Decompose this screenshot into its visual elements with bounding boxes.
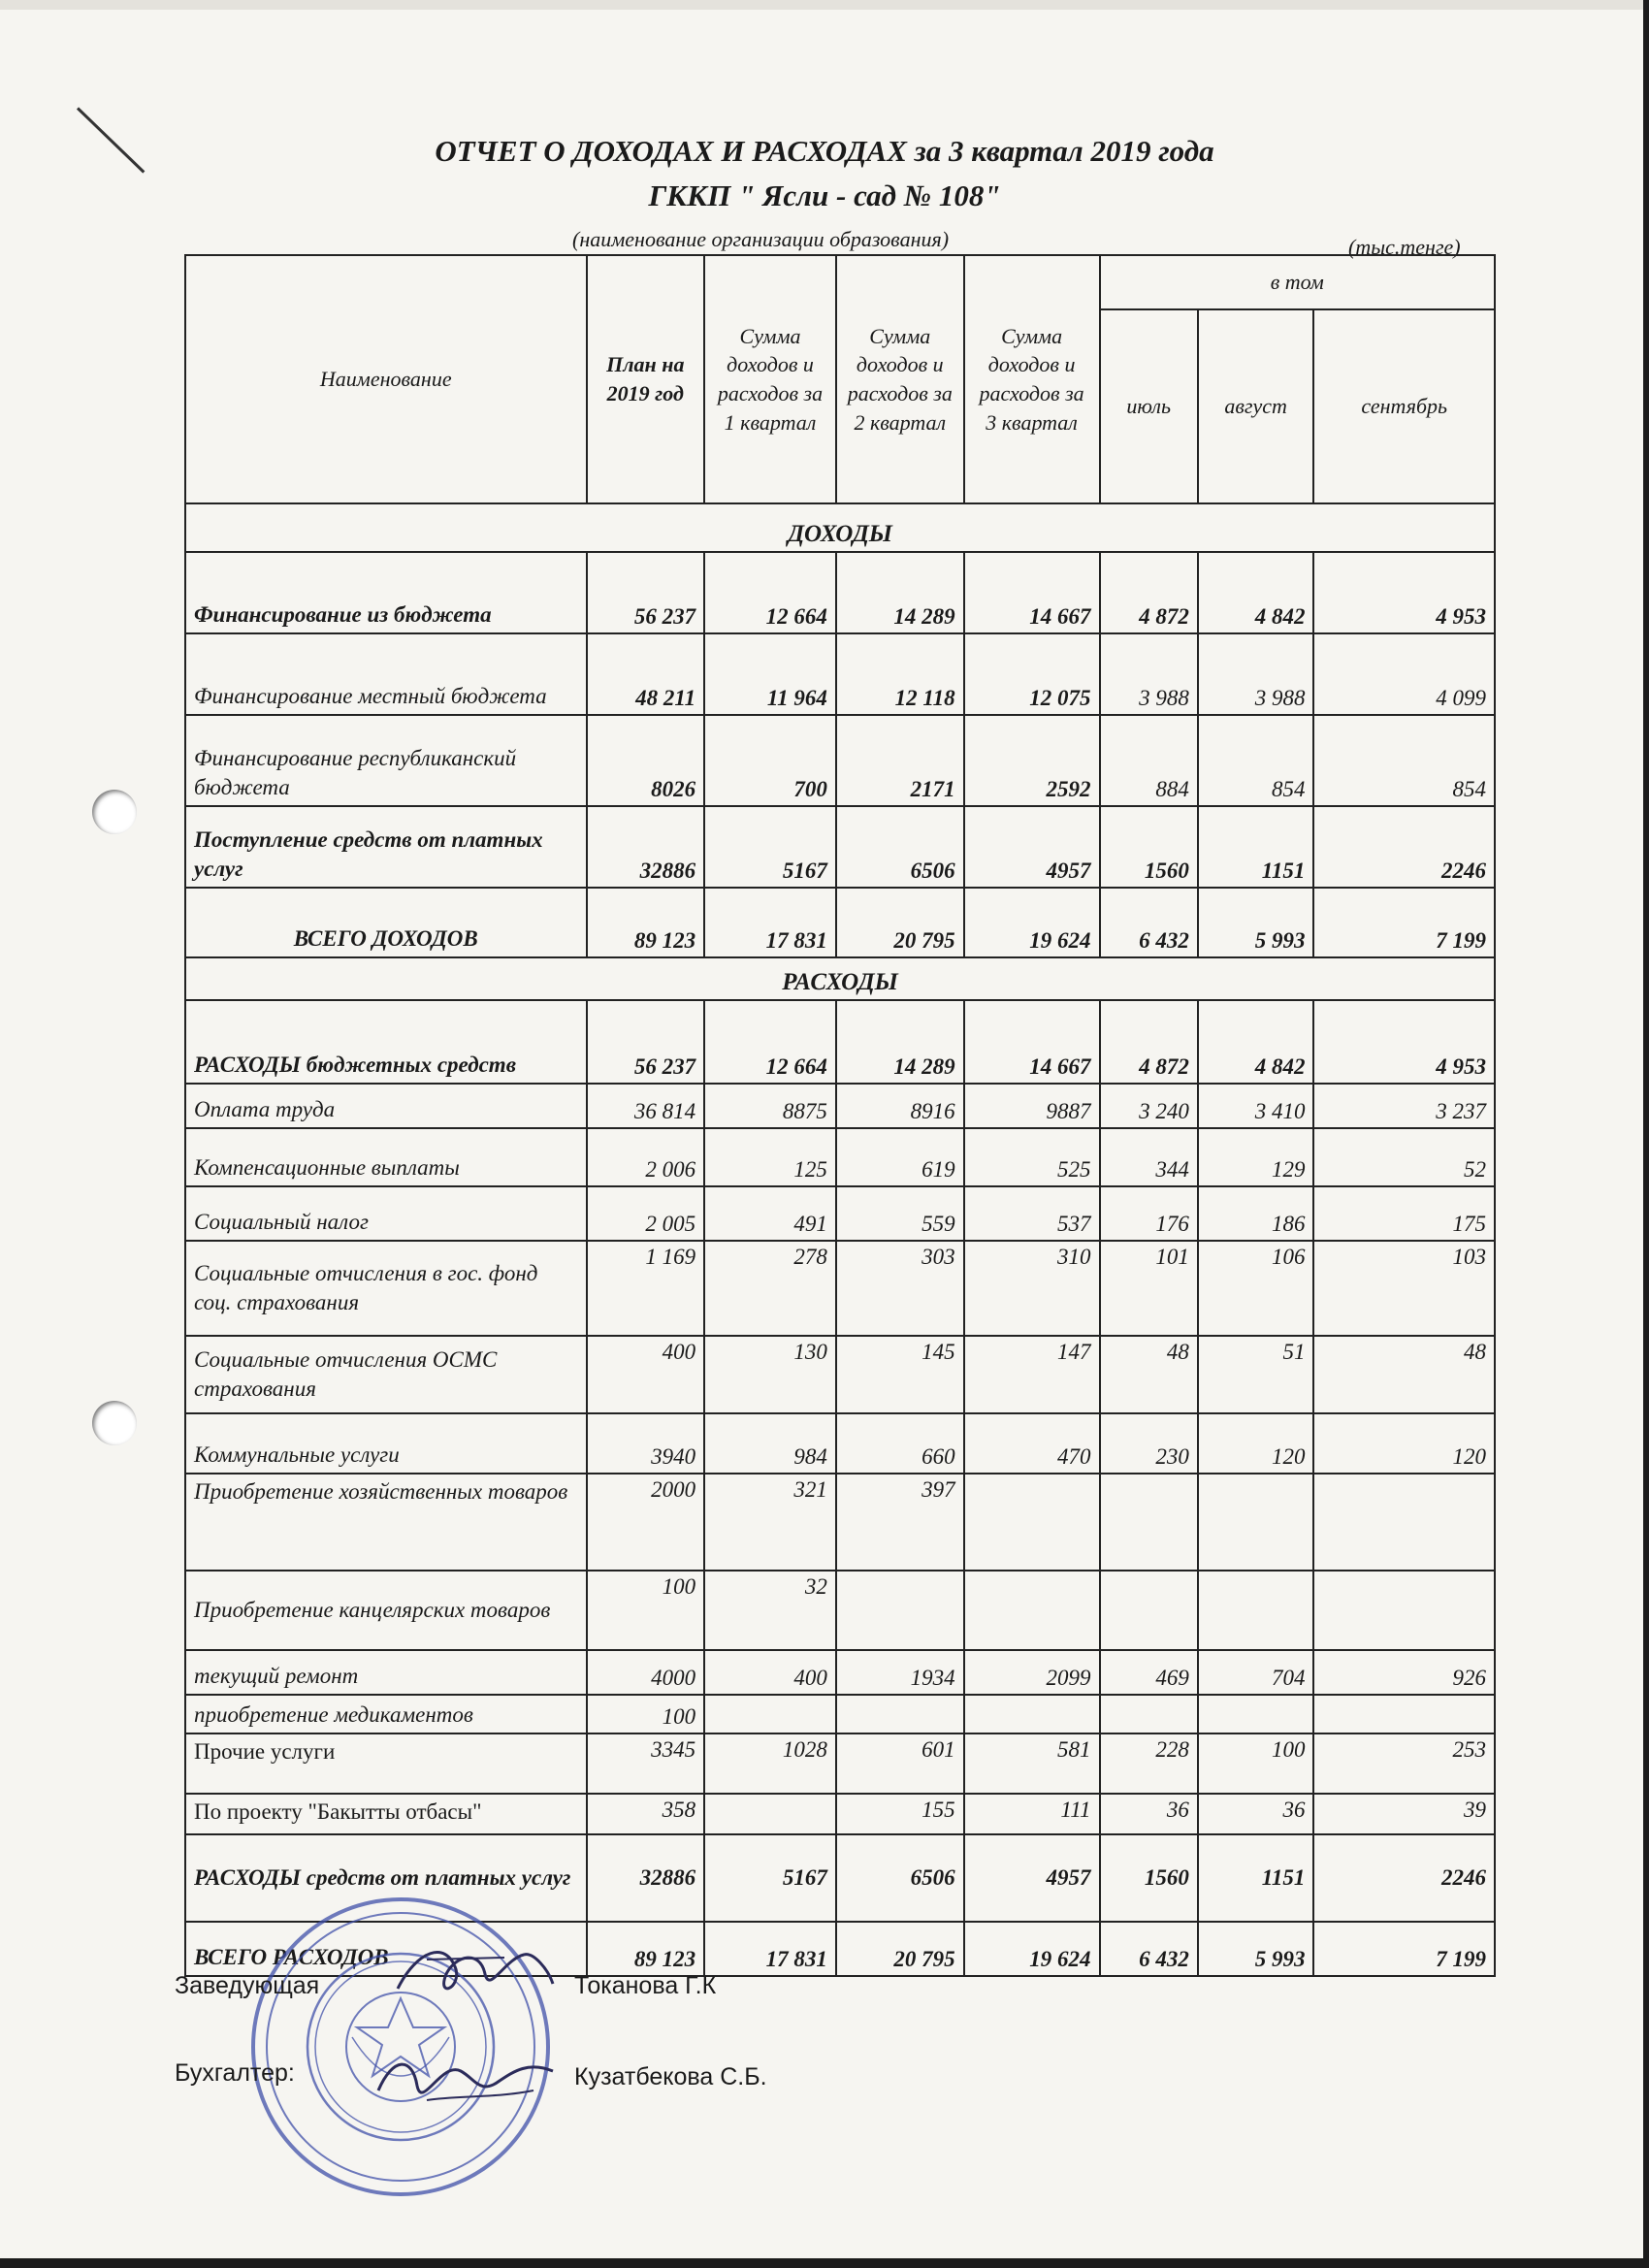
cell-q2: 14 289 bbox=[836, 1000, 964, 1084]
cell-q1: 400 bbox=[704, 1650, 836, 1695]
row-label: Оплата труда bbox=[185, 1084, 587, 1128]
cell-q3: 19 624 bbox=[964, 888, 1100, 957]
head-name: Токанова Г.К bbox=[574, 1972, 717, 1999]
section-income: ДОХОДЫ bbox=[185, 503, 1495, 552]
cell-september: 2246 bbox=[1313, 806, 1495, 888]
cell-q3: 111 bbox=[964, 1794, 1100, 1834]
table-row bbox=[185, 1834, 1495, 1922]
cell-q1: 12 664 bbox=[704, 552, 836, 633]
scan-top-edge bbox=[0, 0, 1649, 10]
cell-q1: 17 831 bbox=[704, 1922, 836, 1976]
section-expenses: РАСХОДЫ bbox=[185, 957, 1495, 1000]
cell-q1: 32 bbox=[704, 1571, 836, 1650]
cell-q1 bbox=[704, 1794, 836, 1834]
cell-q3: 19 624 bbox=[964, 1922, 1100, 1976]
cell-july: 4 872 bbox=[1100, 1000, 1198, 1084]
cell-july: 1560 bbox=[1100, 1834, 1198, 1922]
cell-july: 1560 bbox=[1100, 806, 1198, 888]
cell-july: 469 bbox=[1100, 1650, 1198, 1695]
cell-q3: 2592 bbox=[964, 715, 1100, 806]
cell-q1 bbox=[704, 1695, 836, 1733]
cell-plan: 2 005 bbox=[587, 1186, 705, 1241]
income-expense-table bbox=[184, 254, 1496, 1977]
cell-plan: 4000 bbox=[587, 1650, 705, 1695]
cell-q2: 20 795 bbox=[836, 1922, 964, 1976]
cell-q2: 303 bbox=[836, 1241, 964, 1336]
table-row bbox=[185, 1695, 1495, 1733]
row-label: Коммунальные услуги bbox=[185, 1413, 587, 1474]
cell-august bbox=[1198, 1571, 1314, 1650]
cell-plan: 89 123 bbox=[587, 888, 705, 957]
cell-august: 854 bbox=[1198, 715, 1314, 806]
cell-plan: 3940 bbox=[587, 1413, 705, 1474]
cell-september: 854 bbox=[1313, 715, 1495, 806]
table-row bbox=[185, 1128, 1495, 1186]
cell-q3: 14 667 bbox=[964, 552, 1100, 633]
cell-q2 bbox=[836, 1571, 964, 1650]
row-label: Поступление средств от платных услуг bbox=[185, 806, 587, 888]
table-row bbox=[185, 1733, 1495, 1794]
cell-september bbox=[1313, 1474, 1495, 1571]
cell-august: 186 bbox=[1198, 1186, 1314, 1241]
row-label: ВСЕГО ДОХОДОВ bbox=[185, 888, 587, 957]
row-label: Социальные отчисления в гос. фонд соц. страхования bbox=[185, 1241, 587, 1336]
cell-september: 4 953 bbox=[1313, 552, 1495, 633]
cell-q1: 321 bbox=[704, 1474, 836, 1571]
table-row bbox=[185, 1336, 1495, 1413]
cell-plan: 8026 bbox=[587, 715, 705, 806]
cell-q1: 11 964 bbox=[704, 633, 836, 715]
cell-plan: 400 bbox=[587, 1336, 705, 1413]
table-row bbox=[185, 1474, 1495, 1571]
table-row bbox=[185, 1794, 1495, 1834]
cell-q2: 1934 bbox=[836, 1650, 964, 1695]
cell-august: 704 bbox=[1198, 1650, 1314, 1695]
header-plan: План на 2019 год bbox=[587, 255, 705, 503]
row-label: Социальные отчисления ОСМС страхования bbox=[185, 1336, 587, 1413]
cell-plan: 2 006 bbox=[587, 1128, 705, 1186]
row-label: приобретение медикаментов bbox=[185, 1695, 587, 1733]
header-september: сентябрь bbox=[1313, 309, 1495, 503]
cell-august: 4 842 bbox=[1198, 552, 1314, 633]
cell-q2: 6506 bbox=[836, 1834, 964, 1922]
row-label: текущий ремонт bbox=[185, 1650, 587, 1695]
cell-q3: 2099 bbox=[964, 1650, 1100, 1695]
table-row bbox=[185, 1650, 1495, 1695]
row-label: Финансирование республиканский бюджета bbox=[185, 715, 587, 806]
cell-september: 120 bbox=[1313, 1413, 1495, 1474]
row-label: Финансирование из бюджета bbox=[185, 552, 587, 633]
cell-plan: 358 bbox=[587, 1794, 705, 1834]
cell-q1: 700 bbox=[704, 715, 836, 806]
cell-q2: 559 bbox=[836, 1186, 964, 1241]
cell-plan: 56 237 bbox=[587, 1000, 705, 1084]
table-row bbox=[185, 715, 1495, 806]
cell-plan: 100 bbox=[587, 1571, 705, 1650]
cell-september: 103 bbox=[1313, 1241, 1495, 1336]
cell-august: 3 988 bbox=[1198, 633, 1314, 715]
cell-q1: 984 bbox=[704, 1413, 836, 1474]
cell-september: 926 bbox=[1313, 1650, 1495, 1695]
cell-july: 884 bbox=[1100, 715, 1198, 806]
cell-september: 175 bbox=[1313, 1186, 1495, 1241]
cell-august: 5 993 bbox=[1198, 888, 1314, 957]
units-caption: (тыс.тенге) bbox=[1348, 235, 1461, 259]
cell-plan: 56 237 bbox=[587, 552, 705, 633]
cell-q3: 581 bbox=[964, 1733, 1100, 1794]
table-row-total bbox=[185, 1922, 1495, 1976]
cell-september: 253 bbox=[1313, 1733, 1495, 1794]
cell-plan: 1 169 bbox=[587, 1241, 705, 1336]
organization-title: ГККП " Ясли - сад № 108" bbox=[648, 178, 1001, 212]
cell-july: 4 872 bbox=[1100, 552, 1198, 633]
cell-august: 1151 bbox=[1198, 1834, 1314, 1922]
cell-q1: 1028 bbox=[704, 1733, 836, 1794]
header-q2: Сумма доходов и расходов за 2 квартал bbox=[836, 255, 964, 503]
cell-q1: 12 664 bbox=[704, 1000, 836, 1084]
cell-plan: 36 814 bbox=[587, 1084, 705, 1128]
table-row bbox=[185, 1241, 1495, 1336]
cell-july bbox=[1100, 1571, 1198, 1650]
cell-q3: 4957 bbox=[964, 806, 1100, 888]
cell-september: 2246 bbox=[1313, 1834, 1495, 1922]
cell-q1: 8875 bbox=[704, 1084, 836, 1128]
table-row bbox=[185, 633, 1495, 715]
cell-august: 1151 bbox=[1198, 806, 1314, 888]
cell-july: 344 bbox=[1100, 1128, 1198, 1186]
cell-plan: 48 211 bbox=[587, 633, 705, 715]
cell-q2: 6506 bbox=[836, 806, 964, 888]
cell-july: 6 432 bbox=[1100, 888, 1198, 957]
table-row bbox=[185, 1000, 1495, 1084]
cell-plan: 2000 bbox=[587, 1474, 705, 1571]
cell-q3: 12 075 bbox=[964, 633, 1100, 715]
cell-q1: 17 831 bbox=[704, 888, 836, 957]
cell-q2 bbox=[836, 1695, 964, 1733]
cell-q2: 619 bbox=[836, 1128, 964, 1186]
cell-q1: 125 bbox=[704, 1128, 836, 1186]
cell-q2: 12 118 bbox=[836, 633, 964, 715]
header-name: Наименование bbox=[185, 255, 587, 503]
cell-q2: 660 bbox=[836, 1413, 964, 1474]
cell-august: 4 842 bbox=[1198, 1000, 1314, 1084]
cell-august: 120 bbox=[1198, 1413, 1314, 1474]
table-row bbox=[185, 552, 1495, 633]
cell-august bbox=[1198, 1474, 1314, 1571]
cell-august bbox=[1198, 1695, 1314, 1733]
cell-q2: 14 289 bbox=[836, 552, 964, 633]
punch-hole bbox=[92, 790, 137, 834]
cell-july: 230 bbox=[1100, 1413, 1198, 1474]
cell-august: 106 bbox=[1198, 1241, 1314, 1336]
cell-q1: 278 bbox=[704, 1241, 836, 1336]
row-label: Приобретение хозяйственных товаров bbox=[185, 1474, 587, 1571]
cell-q3 bbox=[964, 1474, 1100, 1571]
cell-q3: 4957 bbox=[964, 1834, 1100, 1922]
row-label: Прочие услуги bbox=[185, 1733, 587, 1794]
cell-q3 bbox=[964, 1571, 1100, 1650]
table-row bbox=[185, 806, 1495, 888]
cell-q3: 14 667 bbox=[964, 1000, 1100, 1084]
cell-july: 228 bbox=[1100, 1733, 1198, 1794]
cell-q1: 5167 bbox=[704, 1834, 836, 1922]
table-row bbox=[185, 1084, 1495, 1128]
accountant-name: Кузатбекова С.Б. bbox=[574, 2063, 767, 2090]
cell-q3: 310 bbox=[964, 1241, 1100, 1336]
cell-plan: 100 bbox=[587, 1695, 705, 1733]
cell-september: 3 237 bbox=[1313, 1084, 1495, 1128]
row-label: Социальный налог bbox=[185, 1186, 587, 1241]
scan-bottom-edge bbox=[0, 2258, 1649, 2268]
scan-right-edge bbox=[1643, 0, 1649, 2268]
cell-july: 176 bbox=[1100, 1186, 1198, 1241]
cell-august: 51 bbox=[1198, 1336, 1314, 1413]
header-august: август bbox=[1198, 309, 1314, 503]
row-label: ВСЕГО РАСХОДОВ bbox=[185, 1922, 587, 1976]
accountant-role-label: Бухгалтер: bbox=[175, 2059, 295, 2087]
cell-august: 36 bbox=[1198, 1794, 1314, 1834]
row-label: По проекту "Бакытты отбасы" bbox=[185, 1794, 587, 1834]
row-label: Финансирование местный бюджета bbox=[185, 633, 587, 715]
cell-q3: 525 bbox=[964, 1128, 1100, 1186]
cell-september: 4 099 bbox=[1313, 633, 1495, 715]
cell-plan: 32886 bbox=[587, 806, 705, 888]
cell-september: 7 199 bbox=[1313, 888, 1495, 957]
header-q1: Сумма доходов и расходов за 1 квартал bbox=[704, 255, 836, 503]
cell-plan: 3345 bbox=[587, 1733, 705, 1794]
header-group: в том bbox=[1100, 255, 1495, 309]
cell-plan: 32886 bbox=[587, 1834, 705, 1922]
report-title: ОТЧЕТ О ДОХОДАХ И РАСХОДАХ за 3 квартал 2019 года bbox=[435, 134, 1214, 168]
organization-caption: (наименование организации образования) bbox=[572, 227, 950, 251]
cell-july: 3 240 bbox=[1100, 1084, 1198, 1128]
cell-july: 101 bbox=[1100, 1241, 1198, 1336]
cell-september: 48 bbox=[1313, 1336, 1495, 1413]
cell-q2: 155 bbox=[836, 1794, 964, 1834]
cell-q2: 145 bbox=[836, 1336, 964, 1413]
cell-july bbox=[1100, 1474, 1198, 1571]
header-july: июль bbox=[1100, 309, 1198, 503]
table-row bbox=[185, 1413, 1495, 1474]
cell-plan: 89 123 bbox=[587, 1922, 705, 1976]
cell-q3: 147 bbox=[964, 1336, 1100, 1413]
table-row bbox=[185, 1186, 1495, 1241]
cell-q3 bbox=[964, 1695, 1100, 1733]
row-label: Компенсационные выплаты bbox=[185, 1128, 587, 1186]
cell-september: 39 bbox=[1313, 1794, 1495, 1834]
cell-q2: 601 bbox=[836, 1733, 964, 1794]
cell-q3: 9887 bbox=[964, 1084, 1100, 1128]
cell-september: 7 199 bbox=[1313, 1922, 1495, 1976]
cell-august: 100 bbox=[1198, 1733, 1314, 1794]
cell-q2: 397 bbox=[836, 1474, 964, 1571]
cell-q3: 470 bbox=[964, 1413, 1100, 1474]
cell-q2: 20 795 bbox=[836, 888, 964, 957]
cell-q1: 130 bbox=[704, 1336, 836, 1413]
cell-july bbox=[1100, 1695, 1198, 1733]
cell-august: 129 bbox=[1198, 1128, 1314, 1186]
cell-july: 36 bbox=[1100, 1794, 1198, 1834]
table-row bbox=[185, 1571, 1495, 1650]
cell-september bbox=[1313, 1695, 1495, 1733]
table-row-total bbox=[185, 888, 1495, 957]
cell-q2: 8916 bbox=[836, 1084, 964, 1128]
row-label: Приобретение канцелярских товаров bbox=[185, 1571, 587, 1650]
cell-july: 3 988 bbox=[1100, 633, 1198, 715]
cell-july: 48 bbox=[1100, 1336, 1198, 1413]
row-label: РАСХОДЫ средств от платных услуг bbox=[185, 1834, 587, 1922]
cell-q1: 5167 bbox=[704, 806, 836, 888]
cell-september: 4 953 bbox=[1313, 1000, 1495, 1084]
accountant-signature-icon bbox=[369, 2042, 563, 2120]
row-label: РАСХОДЫ бюджетных средств bbox=[185, 1000, 587, 1084]
cell-august: 5 993 bbox=[1198, 1922, 1314, 1976]
cell-august: 3 410 bbox=[1198, 1084, 1314, 1128]
header-q3: Сумма доходов и расходов за 3 квартал bbox=[964, 255, 1100, 503]
cell-q2: 2171 bbox=[836, 715, 964, 806]
punch-hole bbox=[92, 1401, 137, 1445]
cell-july: 6 432 bbox=[1100, 1922, 1198, 1976]
cell-q1: 491 bbox=[704, 1186, 836, 1241]
cell-q3: 537 bbox=[964, 1186, 1100, 1241]
cell-september bbox=[1313, 1571, 1495, 1650]
cell-september: 52 bbox=[1313, 1128, 1495, 1186]
head-role-label: Заведующая bbox=[175, 1972, 320, 1999]
